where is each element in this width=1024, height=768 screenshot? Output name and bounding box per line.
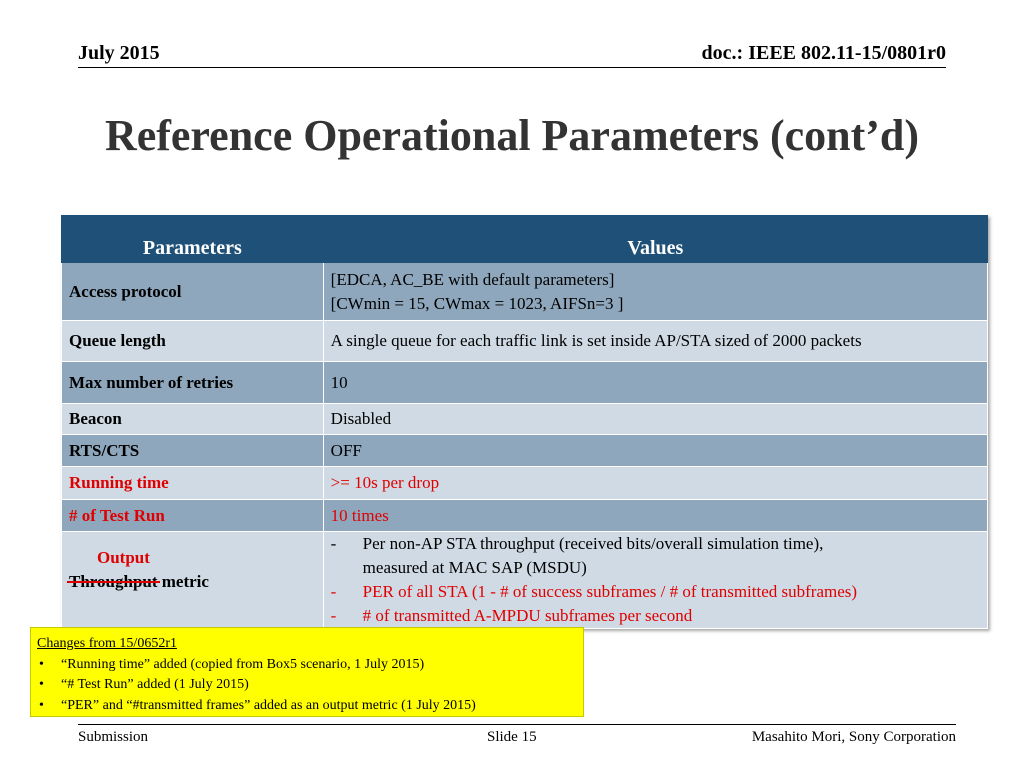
param-max-retries: Max number of retries xyxy=(62,362,324,404)
metric-line: measured at MAC SAP (MSDU) xyxy=(362,558,587,577)
metric-bullet xyxy=(331,580,980,604)
value-test-run: 10 times xyxy=(323,500,987,532)
param-rts-cts: RTS/CTS xyxy=(62,435,324,467)
metric-text-block xyxy=(363,532,824,580)
dash-marker: - xyxy=(330,534,337,553)
note-item xyxy=(37,655,577,676)
param-access-protocol: Access protocol xyxy=(62,263,324,321)
table-row xyxy=(62,500,988,532)
footer-slide-number: Slide 15 xyxy=(487,729,537,745)
note-item xyxy=(37,675,577,696)
changes-note xyxy=(30,627,584,717)
struck-throughput xyxy=(69,572,158,591)
param-queue-length: Queue length xyxy=(62,321,324,362)
note-item-text: “Running time” added (copied from Box5 scenario, 1 July 2015) xyxy=(61,656,425,672)
table-row xyxy=(62,435,988,467)
metric-line: # of transmitted A-MPDU subframes per second xyxy=(362,606,693,625)
col-header-values: Values xyxy=(323,216,987,263)
note-title: Changes from 15/0652r1 xyxy=(37,636,177,651)
dash-marker: - xyxy=(330,606,337,625)
value-queue-length: A single queue for each traffic link is set inside AP/STA sized of 2000 packets xyxy=(323,321,987,362)
metric-text: metric xyxy=(157,572,209,591)
table-row xyxy=(62,321,988,362)
table-header-row xyxy=(62,216,988,263)
bullet-marker: • xyxy=(39,697,44,713)
parameters-table xyxy=(61,215,988,629)
struck-text: Throughput xyxy=(69,572,158,591)
table-row xyxy=(62,532,988,629)
param-running-time: Running time xyxy=(62,467,324,500)
metric-bullet xyxy=(331,532,980,580)
note-item xyxy=(37,696,577,717)
param-test-run: # of Test Run xyxy=(62,500,324,532)
metric-line: PER of all STA (1 - # of success subframes / # of transmitted subframes) xyxy=(362,582,858,601)
param-beacon: Beacon xyxy=(62,404,324,435)
header-date: July 2015 xyxy=(78,42,160,64)
table-row xyxy=(62,467,988,500)
param-output-metric xyxy=(62,532,324,629)
slide-title: Reference Operational Parameters (cont’d) xyxy=(104,111,920,160)
table-row xyxy=(62,263,988,321)
bullet-marker: • xyxy=(39,677,44,692)
footer-submission: Submission xyxy=(78,729,149,745)
note-item-text: “# Test Run” added (1 July 2015) xyxy=(61,677,249,692)
struck-param-label xyxy=(69,572,209,592)
table-row xyxy=(62,404,988,435)
col-header-parameters: Parameters xyxy=(62,216,324,263)
value-access-protocol xyxy=(323,263,987,321)
inserted-output-label: Output xyxy=(97,548,150,567)
note-item-text: “PER” and “#transmitted frames” added as an output metric (1 July 2015) xyxy=(61,697,476,713)
footer-author: Masahito Mori, Sony Corporation xyxy=(751,729,956,745)
dash-marker: - xyxy=(330,582,337,601)
value-running-time: >= 10s per drop xyxy=(323,467,987,500)
value-line: [EDCA, AC_BE with default parameters] xyxy=(330,269,615,289)
strikethrough-mark xyxy=(67,581,160,583)
table-row xyxy=(62,362,988,404)
header-rule xyxy=(78,67,946,68)
value-output-metric xyxy=(323,532,987,629)
value-rts-cts: OFF xyxy=(323,435,987,467)
footer-rule xyxy=(78,724,956,725)
bullet-marker: • xyxy=(39,656,44,672)
header-doc-id: doc.: IEEE 802.11-15/0801r0 xyxy=(701,42,946,64)
value-beacon: Disabled xyxy=(323,404,987,435)
metric-bullet xyxy=(331,604,980,628)
value-line: [CWmin = 15, CWmax = 1023, AIFSn=3 ] xyxy=(330,293,624,313)
value-max-retries: 10 xyxy=(323,362,987,404)
metric-line: Per non-AP STA throughput (received bits/overall simulation time), xyxy=(362,534,824,553)
